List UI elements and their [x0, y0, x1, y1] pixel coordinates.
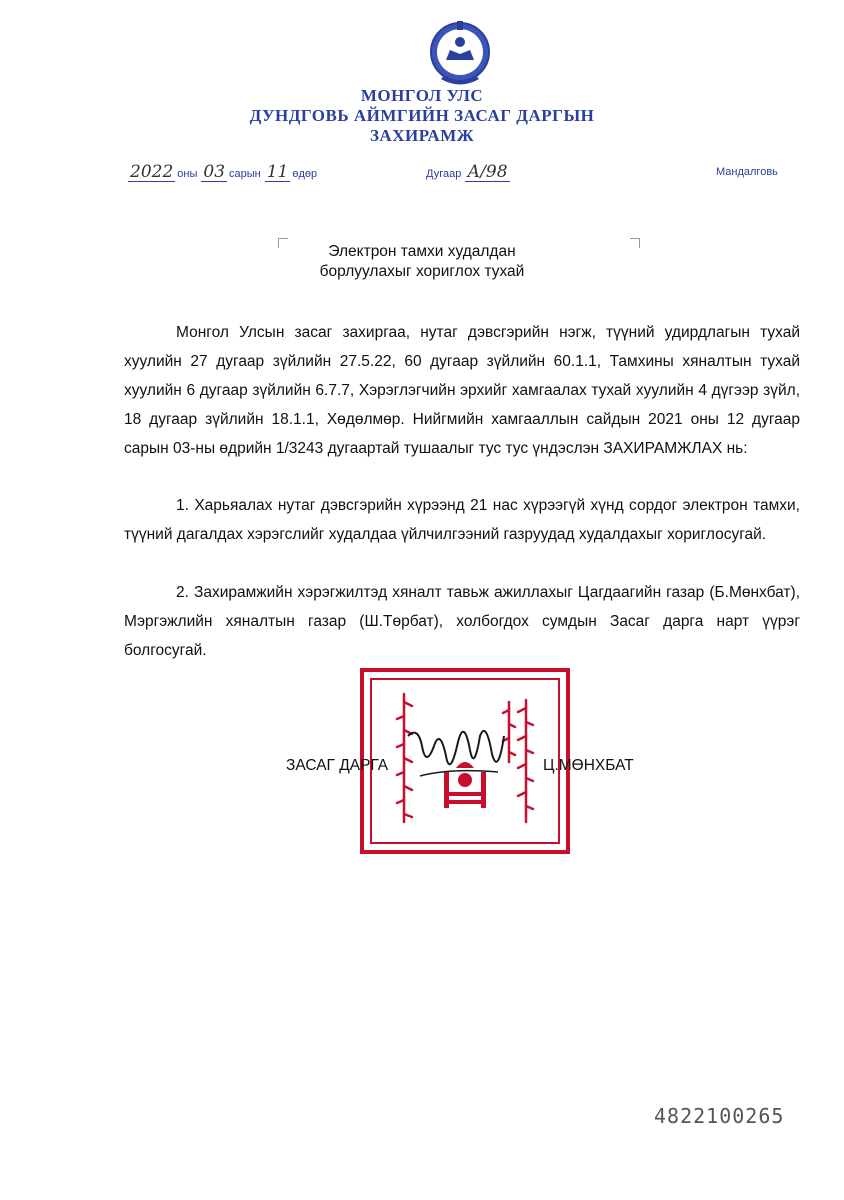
date-day-label: өдөр: [292, 168, 318, 180]
date-year-label: оны: [177, 168, 198, 180]
date-day: 11: [266, 162, 289, 182]
subject-line-1: Электрон тамхи худалдан: [328, 243, 516, 260]
date-month: 03: [203, 162, 226, 182]
document-number: [424, 158, 510, 182]
header-country: МОНГОЛ УЛС: [360, 86, 484, 105]
body-paragraph-order-2: 2. Захирамжийн хэрэгжилтэд хяналт тавьж ажиллахыг Цагдаагийн газар (Б.Мөнхбат), Мэргэжлийн хяналтын газар (Ш.Төрбат), холбогдох сумдын Засаг дарга нарт үүрэг болгосугай.: [124, 584, 800, 659]
document-place: Мандалговь: [716, 166, 778, 178]
header-doc-type: ЗАХИРАМЖ: [369, 126, 475, 145]
state-emblem-icon: [428, 16, 492, 90]
signatory-role: ЗАСАГ ДАРГА: [286, 757, 389, 774]
body-paragraph-basis: Монгол Улсын засаг захиргаа, нутаг дэвсгэрийн нэгж, түүний удирдлагын тухай хуулийн 27 дугаар зүйлийн 27.5.22, 60 дугаар зүйлийн 60.1.1, Тамхины хяналтын тухай хуулийн 6 дугаар зүйлийн 6.7.7, Хэрэглэгчийн эрхийг хамгаалах тухай хуулийн 4 дүгээр зүйл, 18 дугаар зүйлийн 18.1.1, Хөдөлмөр. Нийгмийн хамгааллын сайдын 2021 оны 12 дугаар сарын 03-ны өдрийн 1/3243 дугаартай тушаалыг тус тус үндэслэн ЗАХИРАМЖЛАХ нь:: [124, 324, 800, 457]
number-value: А/98: [467, 162, 508, 182]
date-year: 2022: [130, 162, 174, 182]
header-authority: ДУНДГОВЬ АЙМГИЙН ЗАСАГ ДАРГЫН: [249, 106, 595, 125]
body-paragraph-order-1: 1. Харьяалах нутаг дэвсгэрийн хүрээнд 21 нас хүрээгүй хүнд сордог электрон тамхи, түүний дагалдах хэрэгслийг худалдаа үйлчилгээний газруудад худалдахыг хориглосугай.: [124, 497, 800, 543]
date-month-label: сарын: [229, 168, 261, 180]
handwritten-signature: [400, 706, 520, 796]
number-label: Дугаар: [426, 168, 462, 180]
signatory-name: Ц.МӨНХБАТ: [543, 757, 634, 774]
subject-title: [0, 242, 844, 282]
subject-line-2: борлуулахыг хориглох тухай: [319, 263, 525, 280]
document-date: [128, 158, 321, 182]
document-serial-number: 4822100265: [654, 1104, 785, 1128]
